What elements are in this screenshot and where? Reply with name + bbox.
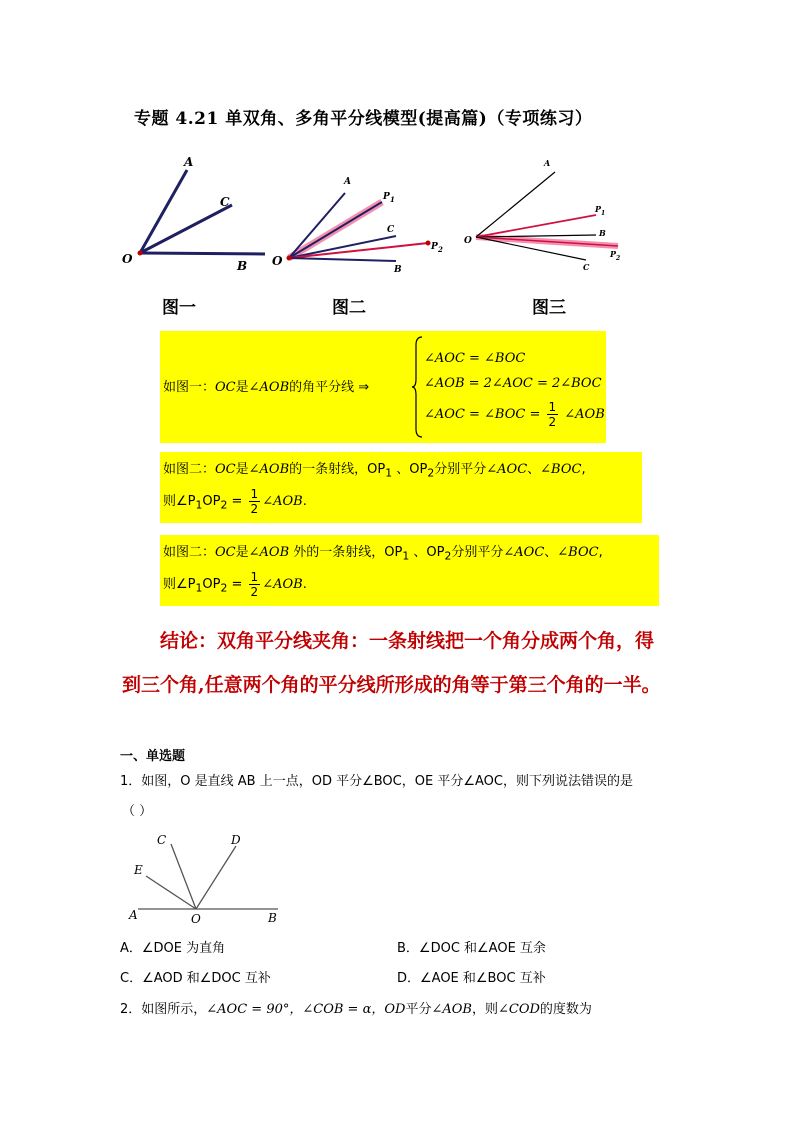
- page-title: 专题 4.21 单双角、多角平分线模型(提高篇)（专项练习）: [134, 109, 593, 129]
- label-p2-sub: 2: [616, 255, 621, 262]
- fraction-numerator: 1: [250, 487, 259, 501]
- box-two-op2: OP: [409, 462, 428, 477]
- label-p1-sub: 1: [390, 195, 395, 204]
- box-two-t1: 是: [235, 462, 249, 477]
- fraction-denominator: 2: [548, 415, 557, 429]
- box-three-t1: 是: [235, 545, 249, 560]
- box-two-op1: OP: [367, 462, 386, 477]
- box-two-s3: 1: [195, 498, 203, 512]
- q2-c3: OD: [384, 1002, 406, 1017]
- box-two-s1: 1: [385, 466, 393, 480]
- option-c[interactable]: C．∠AOD 和∠DOC 互补: [120, 971, 271, 986]
- q2-c1: ∠AOC = 90°，: [206, 1002, 303, 1017]
- theorem-box-three: [160, 535, 659, 606]
- label-o: O: [191, 912, 201, 926]
- box-three-s2: 2: [444, 549, 452, 563]
- label-b: B: [599, 228, 606, 238]
- option-d[interactable]: D．∠AOE 和∠BOC 互补: [397, 971, 546, 986]
- fraction-denominator: 2: [250, 585, 259, 599]
- box-three-angle: ∠AOB: [248, 545, 290, 560]
- q2-t1: 平分: [405, 1002, 432, 1017]
- box-three-t2: 外的一条射线，: [289, 545, 385, 560]
- label-a: A: [129, 908, 138, 922]
- box-two-t4: 、: [527, 462, 541, 477]
- label-c: C: [157, 833, 167, 847]
- box-three-prefix: 如图二：: [163, 545, 216, 560]
- label-p1: P: [383, 192, 390, 202]
- figure-three-rays: [476, 172, 621, 262]
- box-one-angle: ∠AOB: [248, 380, 290, 395]
- box-two-s2: 2: [427, 466, 435, 480]
- box-one-line3: [424, 401, 605, 428]
- box-two-prefix: 如图二：: [163, 462, 216, 477]
- box-three-t5: ,: [598, 545, 603, 560]
- q2-c4: ∠AOB: [431, 1002, 472, 1017]
- label-d: D: [231, 833, 241, 847]
- label-o: O: [272, 254, 283, 268]
- q2-t2: ，则: [471, 1002, 498, 1017]
- question-2-stem: [120, 998, 592, 1017]
- label-a: A: [184, 155, 194, 169]
- box-three-s1: 1: [402, 549, 410, 563]
- box-two-eq: =: [227, 494, 243, 509]
- box-two-angle: ∠AOB: [248, 462, 290, 477]
- box-two-sep: 、: [392, 462, 410, 477]
- box-two-o: OP: [202, 494, 221, 509]
- box-two-t5: ,: [581, 462, 586, 477]
- box-two-end: .: [302, 494, 307, 509]
- theorem-box-one: [160, 331, 606, 443]
- label-b: B: [268, 911, 277, 925]
- label-o: O: [122, 252, 133, 266]
- label-b: B: [237, 259, 248, 273]
- box-three-res: ∠AOB: [262, 577, 303, 592]
- question-1-paren: （ ）: [122, 804, 153, 819]
- box-one-line1: ∠AOC = ∠BOC: [424, 351, 526, 366]
- box-two-fraction: [249, 488, 261, 515]
- label-p1-sub: 1: [601, 210, 606, 217]
- figure-three-caption: 图三: [532, 298, 566, 318]
- box-one-line2: ∠AOB = 2∠AOC = 2∠BOC: [424, 376, 602, 391]
- label-c: C: [220, 195, 230, 209]
- box-one-prefix: 如图一：: [163, 380, 216, 395]
- label-p2: P: [610, 249, 617, 259]
- question-1-stem: 1．如图，O 是直线 AB 上一点，OD 平分∠BOC，OE 平分∠AOC，则下列说法错误的是: [120, 774, 633, 789]
- conclusion-line-2: 到三个角,任意两个角的平分线所形成的角等于第三个角的一半。: [122, 674, 661, 696]
- box-three-line1: [163, 541, 603, 563]
- figure-one: [115, 150, 275, 280]
- figure-three: [458, 150, 633, 275]
- box-two-line2: [163, 488, 307, 515]
- section-heading: 一、单选题: [120, 749, 186, 764]
- figure-two: [265, 165, 455, 280]
- box-three-fraction: [249, 571, 261, 598]
- box-three-eq: =: [227, 577, 243, 592]
- box-one-text1: 是: [235, 380, 249, 395]
- box-two-t3: 分别平分: [434, 462, 487, 477]
- question-1-lines: [138, 844, 278, 909]
- box-three-end: .: [302, 577, 307, 592]
- fraction-denominator: 2: [250, 502, 259, 516]
- q2-c2: ∠COB = α，: [302, 1002, 385, 1017]
- box-three-a1: ∠AOC: [503, 545, 545, 560]
- label-b: B: [394, 265, 402, 275]
- box-two-ang: ∠P: [176, 494, 196, 509]
- label-o: O: [464, 236, 472, 246]
- fraction-numerator: 1: [548, 400, 557, 414]
- label-e: E: [134, 863, 143, 877]
- label-p1: P: [595, 204, 602, 214]
- box-two-s4: 2: [220, 498, 228, 512]
- box-three-then: 则: [163, 577, 177, 592]
- fraction-numerator: 1: [250, 570, 259, 584]
- box-two-line1: [163, 458, 586, 480]
- box-three-line2: [163, 571, 307, 598]
- box-three-op1: OP: [384, 545, 403, 560]
- figure-two-caption: 图二: [332, 298, 366, 318]
- label-p2-sub: 2: [438, 245, 443, 254]
- label-c: C: [583, 262, 590, 272]
- figure-one-caption: 图一: [162, 298, 196, 318]
- q2-c5: ∠COD: [498, 1002, 540, 1017]
- option-a[interactable]: A．∠DOE 为直角: [120, 941, 226, 956]
- box-two-t2: 的一条射线，: [289, 462, 368, 477]
- box-three-oc: OC: [215, 545, 236, 560]
- box-one-line3b: ∠AOB: [564, 407, 605, 422]
- box-two-oc: OC: [215, 462, 236, 477]
- label-p2: P: [431, 242, 438, 252]
- box-two-then: 则: [163, 494, 177, 509]
- box-three-op2: OP: [426, 545, 445, 560]
- question-1-figure: [118, 822, 293, 927]
- q2-t3: 的度数为: [539, 1002, 592, 1017]
- theorem-box-two: [160, 452, 642, 523]
- box-one-line3a: ∠AOC = ∠BOC =: [424, 407, 541, 422]
- box-three-s4: 2: [220, 581, 228, 595]
- box-one-fraction: [547, 401, 559, 428]
- label-c: C: [387, 225, 395, 235]
- box-three-s3: 1: [195, 581, 203, 595]
- label-a: A: [344, 177, 351, 187]
- brace-icon: [412, 335, 424, 439]
- figure-one-rays: [138, 170, 266, 256]
- label-a: A: [544, 158, 551, 168]
- conclusion-line-1: 结论：双角平分线夹角：一条射线把一个角分成两个角，得: [160, 630, 655, 652]
- box-one-text2: 的角平分线 ⇒: [289, 380, 370, 395]
- box-three-sep: 、: [409, 545, 427, 560]
- box-two-a2: ∠BOC: [540, 462, 582, 477]
- box-three-t4: 、: [544, 545, 558, 560]
- box-three-ang: ∠P: [176, 577, 196, 592]
- box-one-oc: OC: [215, 380, 236, 395]
- box-three-o: OP: [202, 577, 221, 592]
- box-two-a1: ∠AOC: [486, 462, 528, 477]
- figure-two-rays: [287, 193, 431, 261]
- box-two-res: ∠AOB: [262, 494, 303, 509]
- box-three-a2: ∠BOC: [557, 545, 599, 560]
- q2-prefix: 2．如图所示，: [120, 1002, 207, 1017]
- box-three-t3: 分别平分: [451, 545, 504, 560]
- box-one-statement: [163, 376, 369, 395]
- option-b[interactable]: B．∠DOC 和∠AOE 互余: [397, 941, 546, 956]
